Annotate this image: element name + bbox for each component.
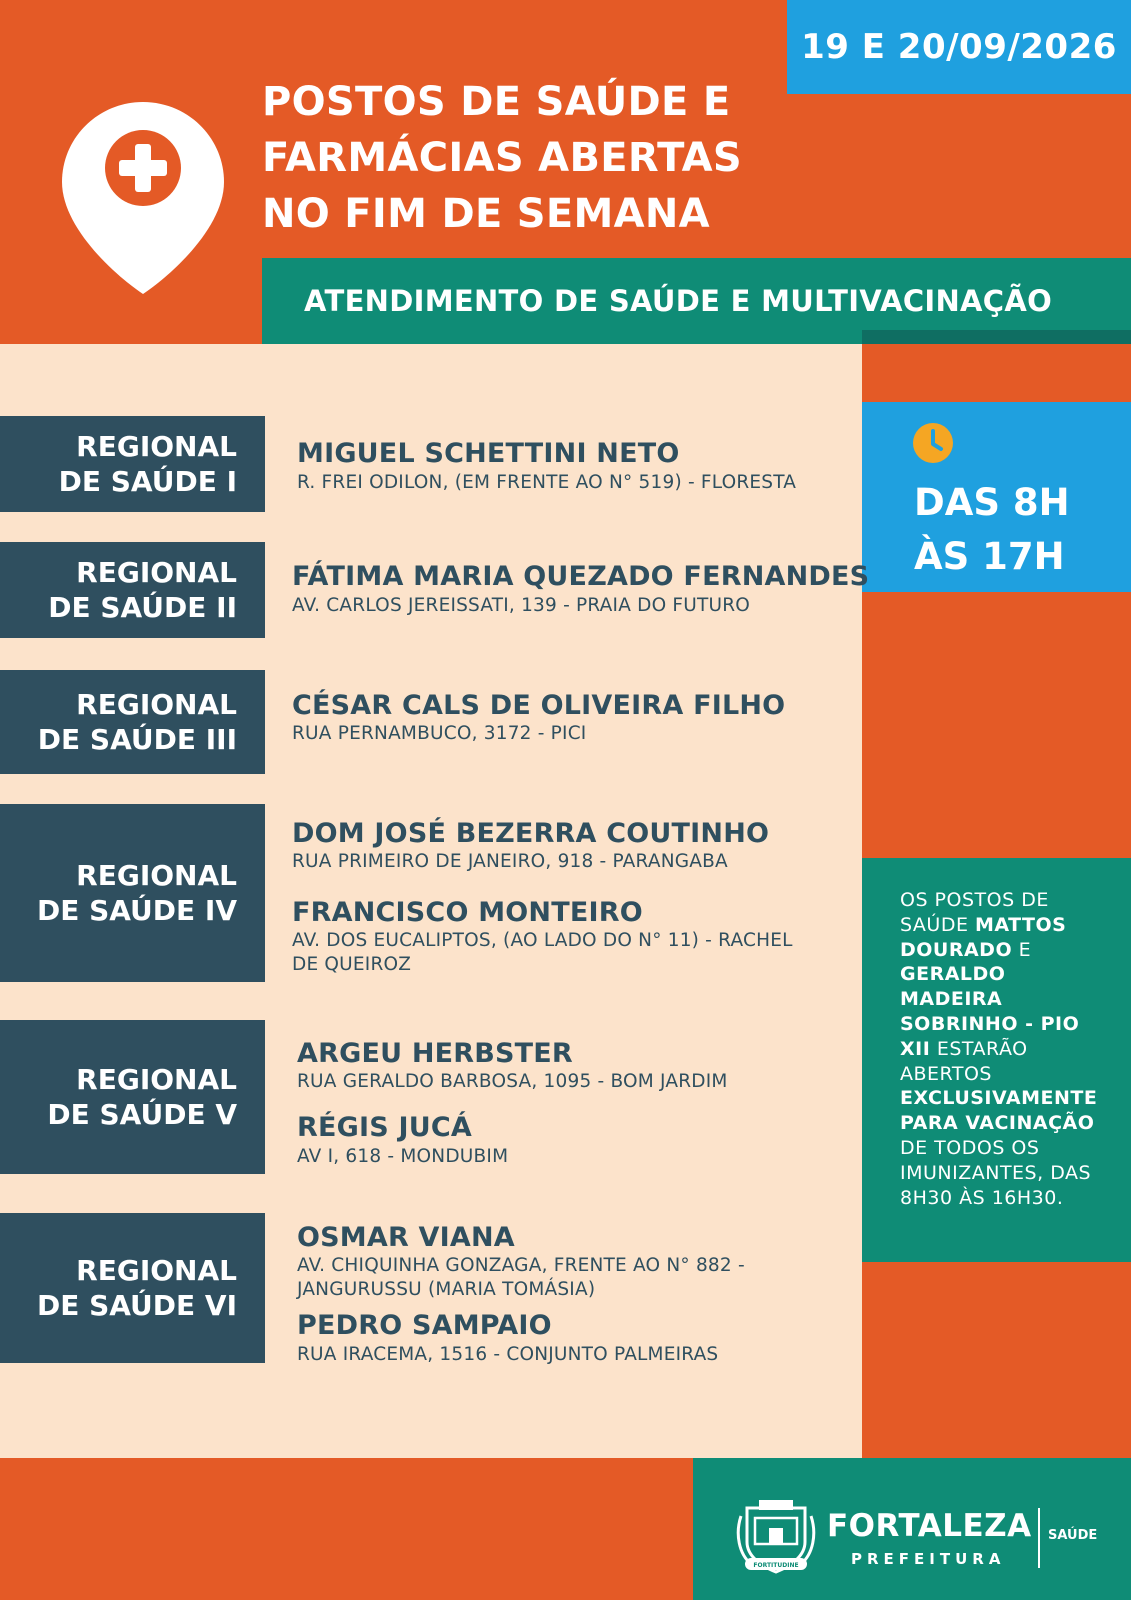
note-highlight: EXCLUSIVAMENTE PARA VACINAÇÃO bbox=[900, 1087, 1098, 1135]
location-pin-plus-icon bbox=[58, 98, 228, 298]
note-text: OS POSTOS DE SAÚDE bbox=[900, 889, 1049, 936]
site-name: PEDRO SAMPAIO bbox=[297, 1310, 552, 1341]
hours-text bbox=[914, 476, 1070, 584]
region-label-line: DE SAÚDE II bbox=[48, 591, 237, 624]
note-highlight: GERALDO MADEIRA SOBRINHO - PIO XII bbox=[900, 963, 1080, 1060]
hours-line: DAS 8H bbox=[914, 481, 1070, 524]
site-name: MIGUEL SCHETTINI NETO bbox=[297, 438, 680, 469]
region-label-line: DE SAÚDE III bbox=[37, 723, 237, 756]
crest-motto: FORTITUDINE bbox=[753, 1562, 799, 1569]
region-label-line: REGIONAL bbox=[76, 556, 237, 589]
site-name: OSMAR VIANA bbox=[297, 1222, 515, 1253]
site-name: ARGEU HERBSTER bbox=[297, 1038, 573, 1069]
site-address: AV. CARLOS JEREISSATI, 139 - PRAIA DO FUTURO bbox=[292, 595, 751, 616]
region-label-5 bbox=[0, 1020, 265, 1174]
site-address: RUA PRIMEIRO DE JANEIRO, 918 - PARANGABA bbox=[292, 851, 728, 872]
region-label-line: DE SAÚDE I bbox=[58, 465, 237, 498]
site-address: AV I, 618 - MONDUBIM bbox=[297, 1146, 509, 1167]
site-name: CÉSAR CALS DE OLIVEIRA FILHO bbox=[292, 690, 786, 721]
site-address: RUA IRACEMA, 1516 - CONJUNTO PALMEIRAS bbox=[297, 1344, 719, 1365]
site-address-line: DE QUEIROZ bbox=[292, 954, 412, 975]
logo-divider bbox=[1038, 1508, 1040, 1568]
note-text: ESTARÃO ABERTOS bbox=[900, 1037, 1028, 1085]
decorative-strip bbox=[862, 330, 1131, 344]
title-line: POSTOS DE SAÚDE E bbox=[262, 79, 731, 125]
region-label-1 bbox=[0, 416, 265, 512]
region-label-line: DE SAÚDE V bbox=[47, 1098, 237, 1131]
logo-sub-text: PREFEITURA bbox=[851, 1550, 1006, 1568]
logo-dept-text: SAÚDE bbox=[1048, 1528, 1098, 1543]
site-address: R. FREI ODILON, (EM FRENTE AO N° 519) - FLORESTA bbox=[297, 472, 797, 493]
region-label-2 bbox=[0, 542, 265, 638]
vaccination-note bbox=[862, 858, 1131, 1262]
hours-box bbox=[862, 402, 1131, 592]
site-name: FRANCISCO MONTEIRO bbox=[292, 897, 643, 928]
site-address: RUA GERALDO BARBOSA, 1095 - BOM JARDIM bbox=[297, 1071, 728, 1092]
title-line: NO FIM DE SEMANA bbox=[262, 191, 710, 237]
page-title bbox=[262, 74, 742, 242]
site-address-line: AV. CHIQUINHA GONZAGA, FRENTE AO N° 882 - bbox=[297, 1255, 745, 1276]
region-label-line: REGIONAL bbox=[76, 859, 237, 892]
title-line: FARMÁCIAS ABERTAS bbox=[262, 135, 743, 181]
note-text: E bbox=[1012, 938, 1032, 961]
logo-main-text: FORTALEZA bbox=[827, 1508, 1032, 1544]
note-highlight: MATTOS DOURADO bbox=[900, 913, 1067, 961]
clock-icon bbox=[912, 422, 954, 464]
note-text: DE TODOS OS IMUNIZANTES, DAS 8H30 ÀS 16H30. bbox=[900, 1136, 1092, 1209]
region-label-4 bbox=[0, 804, 265, 982]
region-label-line: REGIONAL bbox=[76, 1063, 237, 1096]
site-address-line: JANGURUSSU (MARIA TOMÁSIA) bbox=[297, 1279, 596, 1300]
subtitle-text: ATENDIMENTO DE SAÚDE E MULTIVACINAÇÃO bbox=[304, 284, 1053, 318]
footer-logo-block bbox=[693, 1458, 1131, 1600]
region-label-line: DE SAÚDE IV bbox=[36, 894, 237, 927]
region-label-line: REGIONAL bbox=[76, 688, 237, 721]
region-label-line: DE SAÚDE VI bbox=[36, 1289, 237, 1322]
region-label-line: REGIONAL bbox=[76, 1254, 237, 1287]
site-name: DOM JOSÉ BEZERRA COUTINHO bbox=[292, 818, 770, 849]
event-date-badge: 19 E 20/09/2026 bbox=[787, 0, 1131, 94]
site-address bbox=[297, 1254, 745, 1302]
region-label-6 bbox=[0, 1213, 265, 1363]
city-crest-icon bbox=[735, 1494, 817, 1576]
site-address bbox=[292, 929, 793, 977]
site-address: RUA PERNAMBUCO, 3172 - PICI bbox=[292, 723, 587, 744]
site-address-line: AV. DOS EUCALIPTOS, (AO LADO DO N° 11) - RACHEL bbox=[292, 930, 793, 951]
hours-line: ÀS 17H bbox=[914, 535, 1065, 578]
region-label-3 bbox=[0, 670, 265, 774]
region-label-line: REGIONAL bbox=[76, 430, 237, 463]
site-name: RÉGIS JUCÁ bbox=[297, 1112, 472, 1143]
site-name: FÁTIMA MARIA QUEZADO FERNANDES bbox=[292, 561, 870, 592]
